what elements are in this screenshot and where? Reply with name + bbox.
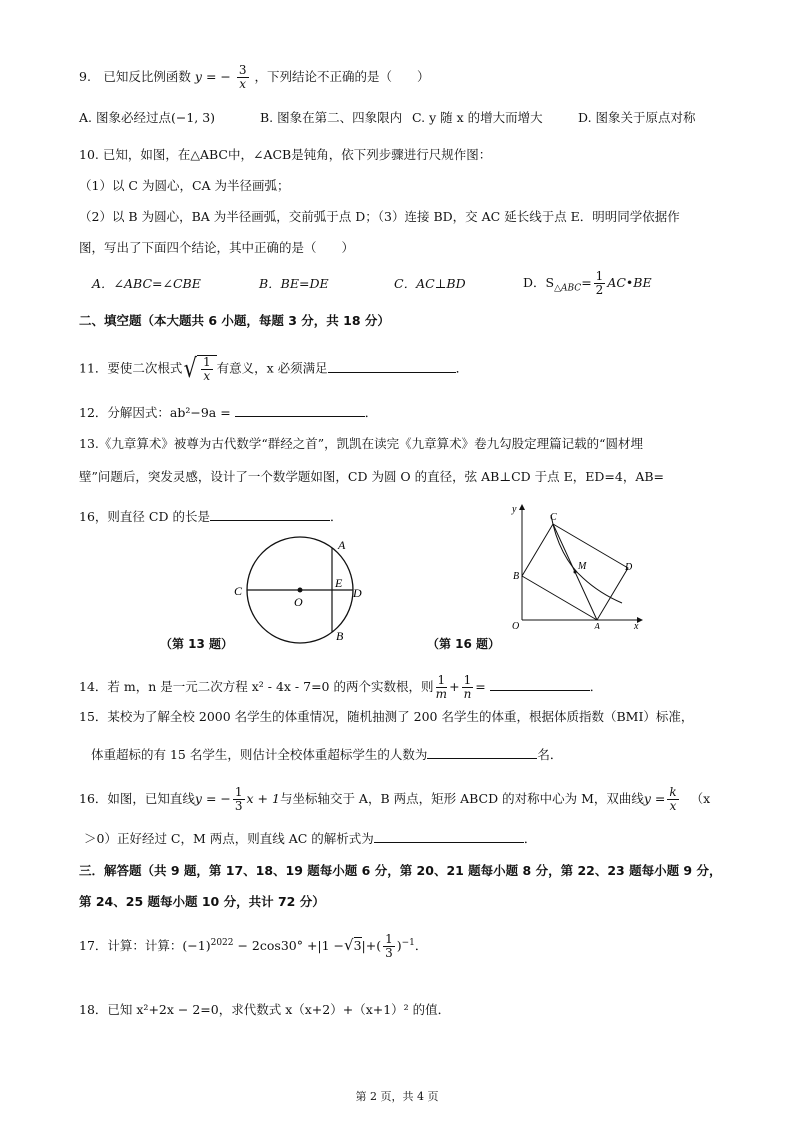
q12-prefix: 12．分解因式：ab²−9a = bbox=[79, 405, 231, 420]
q9-option-c: C. y 随 x 的增大而增大 bbox=[412, 110, 543, 125]
q9-option-b: B. 图象在第二、四象限内 bbox=[260, 110, 403, 125]
q12-answer-blank[interactable] bbox=[235, 404, 365, 417]
q16-fraction bbox=[233, 786, 245, 813]
q17-exp2: −1 bbox=[401, 937, 415, 948]
q16-line2-text: ＞0）正好经过 C，M 两点，则直线 AC 的解析式为 bbox=[84, 831, 374, 846]
q17-sqrt-sign: √ bbox=[344, 936, 354, 954]
q10-line3: （2）以 B 为圆心，BA 为半径画弧，交前弧于点 D；（3）连接 BD，交 AC 延长线于点 E．明明同学依据作 bbox=[79, 209, 680, 224]
point-m bbox=[574, 571, 577, 574]
q17-fraction bbox=[383, 933, 395, 960]
q13-line1: 13.《九章算术》被尊为古代数学“群经之首”，凯凯在读完《九章算术》卷九勾股定理篇记载的“圆材埋 bbox=[79, 436, 644, 451]
q9-func: y = − bbox=[194, 69, 231, 84]
q10-option-d bbox=[523, 270, 652, 297]
q16-den: 3 bbox=[234, 799, 243, 813]
label-a: A bbox=[594, 622, 601, 629]
q11-sqrt bbox=[197, 355, 217, 383]
q16-end: ． bbox=[523, 831, 537, 846]
q10-line1: 10. 已知，如图，在△ABC中，∠ACB是钝角，依下列步骤进行尺规作图： bbox=[79, 147, 492, 162]
q16-k-fraction bbox=[667, 786, 678, 813]
section-3-heading-line2: 第 24、25 题每小题 10 分，共计 72 分） bbox=[79, 894, 325, 909]
q17-mid: − 2cos30° +|1 − bbox=[233, 938, 345, 953]
q17-end: ． bbox=[414, 938, 428, 953]
q12-line bbox=[79, 404, 377, 421]
q17-num: 1 bbox=[385, 932, 393, 946]
q11-fraction bbox=[201, 356, 213, 383]
q17-line bbox=[79, 933, 427, 960]
q12-end: ． bbox=[364, 405, 378, 420]
q10-line2: （1）以 C 为圆心，CA 为半径画弧； bbox=[79, 178, 290, 193]
q17-exp: 2022 bbox=[210, 937, 234, 948]
q14-prefix: 14．若 m，n 是一元二次方程 x² - 4x - 7=0 的两个实数根，则 bbox=[79, 679, 434, 694]
q17-den: 3 bbox=[385, 946, 393, 960]
figure-13-caption: （第 13 题） bbox=[160, 637, 234, 651]
q10-d-eq: = bbox=[581, 275, 592, 290]
q14-plus: + bbox=[449, 679, 460, 694]
q11-sqrt-sign: √ bbox=[184, 354, 198, 384]
q16-mid: 与坐标轴交于 A，B 两点，矩形 ABCD 的对称中心为 M，双曲线 bbox=[279, 791, 644, 806]
q14-fraction-2 bbox=[462, 674, 474, 701]
q10-d-fraction bbox=[594, 270, 606, 297]
q14-f2-num: 1 bbox=[463, 673, 472, 687]
q16-answer-blank[interactable] bbox=[374, 830, 524, 843]
label-c: C bbox=[550, 512, 557, 523]
q13-line3-text: 16，则直径 CD 的长是 bbox=[79, 509, 210, 524]
q9-num: 3 bbox=[238, 63, 247, 77]
q9-suffix: ，下列结论不正确的是（ ） bbox=[254, 69, 430, 84]
figure-13 bbox=[226, 533, 376, 645]
q13-line2: 壁”问题后，突发灵感，设计了一个数学题如图，CD 为圆 O 的直径，弦 AB⊥CD 于点 E，ED=4，AB= bbox=[79, 469, 665, 484]
q10-d-prefix: D．S bbox=[523, 275, 555, 290]
q16-line2 bbox=[84, 830, 536, 847]
q13-end: ． bbox=[329, 509, 343, 524]
label-c: C bbox=[234, 584, 243, 598]
section-2-heading: 二、填空题（本大题共 6 小题，每题 3 分，共 18 分） bbox=[79, 313, 390, 328]
q16-num: 1 bbox=[234, 785, 243, 799]
q16-prefix: 16．如图，已知直线 bbox=[79, 791, 195, 806]
q11-num: 1 bbox=[202, 355, 211, 369]
q13-line3 bbox=[79, 508, 342, 525]
q11-prefix: 11．要使二次根式 bbox=[79, 360, 183, 376]
q9-prefix: 9. 已知反比例函数 bbox=[79, 69, 191, 84]
q14-end: ． bbox=[589, 679, 603, 694]
q11-den: x bbox=[203, 369, 211, 383]
figure-16-caption: （第 16 题） bbox=[427, 637, 501, 651]
q11-answer-blank[interactable] bbox=[328, 360, 456, 373]
q14-f1-num: 1 bbox=[437, 673, 446, 687]
q13-answer-blank[interactable] bbox=[210, 508, 330, 521]
label-b: B bbox=[513, 571, 520, 582]
section-3-heading-line1: 三．解答题（共 9 题，第 17、18、19 题每小题 6 分，第 20、21 题每小题 8 分，第 22、23 题每小题 9 分， bbox=[79, 863, 722, 878]
q11-suffix: 有意义，x 必须满足 bbox=[216, 360, 328, 376]
label-m: M bbox=[578, 561, 587, 572]
q9-den: x bbox=[239, 77, 247, 91]
q14-f1-den: m bbox=[435, 687, 448, 701]
q17-close: ) bbox=[396, 938, 402, 953]
q16-k-num: k bbox=[669, 785, 677, 799]
label-x: x bbox=[634, 621, 639, 629]
q17-root: 3 bbox=[353, 938, 362, 953]
q10-d-suffix: AC•BE bbox=[607, 275, 652, 290]
label-d: D bbox=[353, 586, 362, 600]
label-y: y bbox=[512, 504, 517, 515]
q16-line1 bbox=[79, 786, 710, 813]
label-o: O bbox=[512, 621, 520, 629]
q9-line bbox=[79, 64, 430, 91]
q14-answer-blank[interactable] bbox=[490, 678, 590, 691]
q15-line2-text: 体重超标的有 15 名学生，则估计全校体重超标学生的人数为 bbox=[91, 747, 428, 762]
figure-16 bbox=[508, 503, 644, 629]
q9-fraction bbox=[237, 64, 249, 91]
q18-line: 18．已知 x²+2x − 2=0，求代数式 x（x+2）+（x+1）² 的值． bbox=[79, 1002, 451, 1017]
q10-line4: 图，写出了下面四个结论，其中正确的是（ ） bbox=[79, 240, 355, 255]
q10-d-num: 1 bbox=[595, 269, 604, 283]
label-b: B bbox=[336, 629, 344, 643]
label-a: A bbox=[338, 538, 346, 552]
q14-f2-den: n bbox=[463, 687, 472, 701]
q9-option-d: D. 图象关于原点对称 bbox=[578, 110, 696, 125]
center-point bbox=[298, 588, 303, 593]
q15-answer-blank[interactable] bbox=[427, 746, 537, 759]
q16-k-den: x bbox=[669, 799, 677, 813]
q15-line2 bbox=[91, 746, 562, 763]
q14-fraction-1 bbox=[436, 674, 448, 701]
q9-option-a: A. 图象必经过点(−1, 3) bbox=[79, 110, 216, 125]
q10-option-b: B．BE=DE bbox=[259, 276, 329, 291]
q10-option-c: C．AC⊥BD bbox=[394, 276, 466, 291]
q10-option-a: A．∠ABC=∠CBE bbox=[92, 276, 201, 291]
label-d: D bbox=[625, 562, 633, 573]
q17-prefix: 17．计算：计算：(−1) bbox=[79, 938, 211, 953]
q14-eq: = bbox=[475, 679, 486, 694]
q11-line bbox=[79, 355, 468, 383]
q16-eq1: y = − bbox=[194, 791, 231, 806]
label-o: O bbox=[294, 595, 303, 609]
q15-end: 名． bbox=[537, 747, 563, 762]
q14-line bbox=[79, 674, 602, 701]
q16-eq2: y = bbox=[643, 791, 666, 806]
q10-d-sub: △ABC bbox=[554, 283, 582, 294]
q10-d-den: 2 bbox=[595, 283, 604, 297]
hyperbola bbox=[551, 515, 622, 603]
label-e: E bbox=[335, 576, 343, 590]
page-footer: 第 2 页，共 4 页 bbox=[355, 1090, 439, 1103]
q11-end: ． bbox=[455, 360, 469, 376]
q17-mid2: |+( bbox=[361, 938, 382, 953]
q16-eq1-suffix: x + 1 bbox=[246, 791, 280, 806]
q15-line1: 15．某校为了解全校 2000 名学生的体重情况，随机抽测了 200 名学生的体重，根据体质指数（BMI）标准， bbox=[79, 709, 694, 724]
q16-tail: （x bbox=[690, 791, 711, 806]
